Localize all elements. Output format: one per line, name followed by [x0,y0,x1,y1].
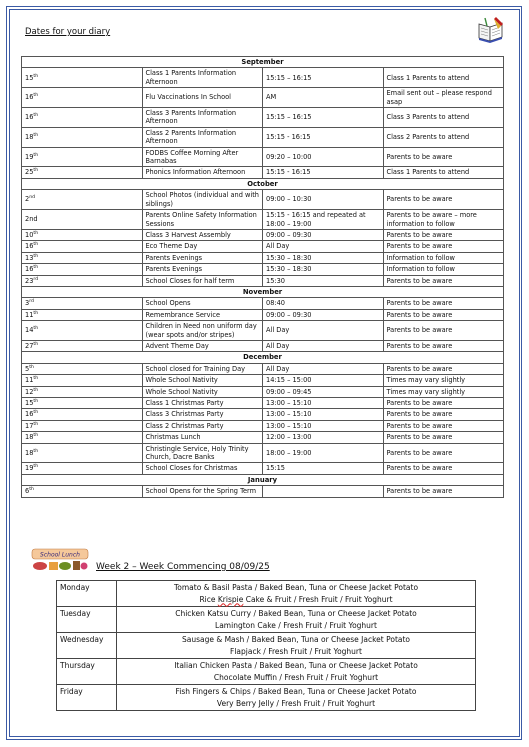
event-name: Christmas Lunch [142,432,263,443]
open-book-icon [476,14,506,44]
event-date-number: 10 [25,230,34,239]
event-date-number: 16 [25,410,34,419]
event-time [263,486,384,497]
event-note: Parents to be aware [383,229,504,240]
table-row [22,241,504,252]
event-date-number: 3 [25,299,30,308]
event-date-number: 16 [25,113,34,122]
event-date-suffix: th [33,242,39,248]
event-date-suffix: th [33,168,39,174]
event-date-suffix: th [33,264,39,270]
event-name: School Opens for the Spring Term [142,486,263,497]
event-date [22,298,143,309]
event-note: Parents to be aware [383,432,504,443]
event-note: Class 3 Parents to attend [383,108,504,128]
table-row [22,147,504,167]
event-date-suffix: th [33,152,39,158]
event-note: Parents to be aware [383,486,504,497]
table-row [22,190,504,210]
event-date [22,68,143,88]
menu-items [117,581,476,607]
event-name: Parents Online Safety Information Sessions [142,210,263,230]
event-date-suffix: th [33,341,39,347]
event-date-number: 19 [25,464,34,473]
event-name: Whole School Nativity [142,375,263,386]
menu-dessert-text: Chocolate Muffin / Fresh Fruit / Fruit Yoghurt [213,672,379,682]
event-date-number: 11 [25,376,34,385]
event-time: 13:00 – 15:10 [263,398,384,409]
menu-day: Monday [57,581,117,607]
table-row [22,486,504,497]
event-date-suffix: th [33,387,39,393]
month-header-row [22,57,504,68]
event-date-number: 13 [25,253,34,262]
event-date [22,409,143,420]
month-header: January [22,474,504,485]
menu-dessert-line [120,620,472,632]
table-row [22,68,504,88]
table-row [22,321,504,341]
event-time: 12:00 – 13:00 [263,432,384,443]
event-time: 15:30 – 18:30 [263,264,384,275]
menu-main-line: Italian Chicken Pasta / Baked Bean, Tuna or Cheese Jacket Potato [174,661,418,670]
event-date-suffix: th [33,326,39,332]
event-date-number: 6 [25,487,30,496]
event-date-suffix: th [33,93,39,99]
menu-dessert-line [120,698,472,710]
menu-items [117,633,476,659]
table-row [22,210,504,230]
event-date-number: 25 [25,168,34,177]
event-time: 15:15 – 16:15 [263,68,384,88]
event-time: 13:00 – 15:10 [263,420,384,431]
spellcheck-flagged-word: Krispie [217,594,244,604]
event-date-suffix: th [33,73,39,79]
lunch-week-title: Week 2 – Week Commencing 08/09/25 [96,562,270,572]
event-time: 08:40 [263,298,384,309]
table-row [22,229,504,240]
diary-table [21,56,504,498]
event-time: 14:15 – 15:00 [263,375,384,386]
table-row [22,432,504,443]
event-date-number: 15 [25,399,34,407]
event-date [22,309,143,320]
event-note: Parents to be aware – more information to follow [383,210,504,230]
event-note: Email sent out – please respond asap [383,88,504,108]
event-name: Parents Evenings [142,252,263,263]
event-date [22,443,143,463]
event-date-number: 16 [25,265,34,274]
table-row [22,264,504,275]
event-date [22,190,143,210]
event-date-number: 27 [25,341,34,350]
event-note: Parents to be aware [383,241,504,252]
event-note: Class 1 Parents to attend [383,68,504,88]
lunch-logo-text: School Lunch [40,551,80,559]
menu-dessert-line [120,672,472,684]
event-name: School closed for Training Day [142,363,263,374]
event-date-number: 18 [25,433,34,442]
event-date [22,420,143,431]
event-date-suffix: th [33,113,39,119]
event-time: 09:00 – 09:45 [263,386,384,397]
event-date-number: 11 [25,310,34,319]
menu-dessert-line [120,594,472,606]
menu-day: Tuesday [57,607,117,633]
event-time: All Day [263,363,384,374]
event-date-suffix: th [33,433,39,439]
event-date [22,432,143,443]
event-date [22,147,143,167]
event-date [22,386,143,397]
event-time: 09:00 – 09:30 [263,229,384,240]
menu-main-line: Chicken Katsu Curry / Baked Bean, Tuna or Cheese Jacket Potato [175,609,417,618]
event-date-number: 16 [25,242,34,251]
event-time: 09:20 – 10:00 [263,147,384,167]
month-header-row [22,352,504,363]
table-row [22,167,504,178]
event-note: Parents to be aware [383,321,504,341]
event-date-suffix: rd [33,276,39,282]
event-name: Whole School Nativity [142,386,263,397]
event-name: Advent Theme Day [142,340,263,351]
event-note: Parents to be aware [383,363,504,374]
event-date-number: 5 [25,364,30,373]
event-name: Parents Evenings [142,264,263,275]
event-date-number: 17 [25,421,34,430]
event-date-number: 19 [25,152,34,161]
month-header-row [22,286,504,297]
event-note: Parents to be aware [383,309,504,320]
event-date [22,398,143,409]
event-date-number: 18 [25,133,34,142]
event-date [22,108,143,128]
table-row [22,463,504,474]
event-note: Parents to be aware [383,409,504,420]
event-time: All Day [263,321,384,341]
page-title: Dates for your diary [25,27,111,37]
event-time: 13:00 – 15:10 [263,409,384,420]
menu-row [57,685,476,711]
event-date-suffix: th [33,376,39,381]
month-header-row [22,474,504,485]
event-time: All Day [263,340,384,351]
menu-row [57,581,476,607]
menu-dessert-text-rest: Cake & Fruit / Fresh Fruit / Fruit Yoghurt [243,594,393,604]
table-row [22,386,504,397]
event-date [22,210,143,230]
event-date-number: 14 [25,326,34,335]
menu-items [117,659,476,685]
month-header: October [22,178,504,189]
event-note: Parents to be aware [383,275,504,286]
event-name: Eco Theme Day [142,241,263,252]
table-row [22,252,504,263]
event-note: Information to follow [383,252,504,263]
event-date-number: 15 [25,73,34,82]
menu-row [57,633,476,659]
table-row [22,127,504,147]
event-date-suffix: th [33,464,39,470]
event-name: Remembrance Service [142,309,263,320]
event-name: Phonics Information Afternoon [142,167,263,178]
event-note: Times may vary slightly [383,386,504,397]
month-header-row [22,178,504,189]
event-name: Class 2 Christmas Party [142,420,263,431]
event-date-suffix: th [33,448,39,454]
table-row [22,298,504,309]
event-note: Parents to be aware [383,340,504,351]
event-note: Parents to be aware [383,398,504,409]
event-name: Class 2 Parents Information Afternoon [142,127,263,147]
menu-dessert-text: Lamington Cake / Fresh Fruit / Fruit Yoghurt [215,620,377,630]
event-date-number: 16 [25,93,34,102]
event-name: School Opens [142,298,263,309]
table-row [22,309,504,320]
event-note: Parents to be aware [383,190,504,210]
event-date-suffix: th [33,132,39,138]
event-date-suffix: th [33,398,39,404]
month-header: December [22,352,504,363]
event-date [22,241,143,252]
event-name: School Closes for half term [142,275,263,286]
menu-day: Wednesday [57,633,117,659]
month-header: November [22,286,504,297]
event-date-number: 12 [25,387,34,396]
event-date-suffix: th [29,364,34,370]
event-date-number: 2 [25,195,30,204]
event-note: Times may vary slightly [383,375,504,386]
event-note: Information to follow [383,264,504,275]
menu-dessert-line [120,646,472,658]
event-time: 15:15 [263,463,384,474]
event-time: 15:30 – 18:30 [263,252,384,263]
event-name: Christingle Service, Holy Trinity Church, Dacre Banks [142,443,263,463]
event-date-number: 18 [25,448,34,457]
event-date [22,167,143,178]
event-note: Parents to be aware [383,147,504,167]
lunch-menu-table [56,580,476,711]
menu-dessert-text: Very Berry Jelly / Fresh Fruit / Fruit Yoghurt [216,698,376,708]
menu-items [117,607,476,633]
event-date [22,363,143,374]
event-note: Class 1 Parents to attend [383,167,504,178]
event-date [22,88,143,108]
event-date [22,486,143,497]
table-row [22,363,504,374]
event-time: 15:15 - 16:15 [263,127,384,147]
menu-row [57,607,476,633]
event-note: Parents to be aware [383,463,504,474]
table-row [22,398,504,409]
menu-main-line: Fish Fingers & Chips / Baked Bean, Tuna or Cheese Jacket Potato [175,687,417,696]
event-time: AM [263,88,384,108]
table-row [22,420,504,431]
event-time: All Day [263,241,384,252]
event-date-suffix: th [33,421,39,427]
table-row [22,340,504,351]
event-name: Class 3 Christmas Party [142,409,263,420]
menu-main-line: Sausage & Mash / Baked Bean, Tuna or Cheese Jacket Potato [181,635,411,644]
menu-dessert-text: Rice [199,594,218,604]
event-date [22,252,143,263]
table-row [22,88,504,108]
event-time: 09:00 – 09:30 [263,309,384,320]
event-date-suffix: th [33,253,39,259]
event-name: Class 3 Parents Information Afternoon [142,108,263,128]
table-row [22,409,504,420]
event-name: School Photos (individual and with siblings) [142,190,263,210]
event-name: Class 1 Parents Information Afternoon [142,68,263,88]
event-date [22,127,143,147]
event-date-number: 23 [25,276,34,285]
event-date-suffix: th [33,310,39,316]
event-date-suffix: nd [29,195,36,201]
event-date [22,340,143,351]
event-note: Parents to be aware [383,443,504,463]
event-date [22,229,143,240]
event-time: 15:30 [263,275,384,286]
event-time: 15:15 - 16:15 [263,167,384,178]
event-time: 15:15 - 16:15 and repeated at 18:00 – 19:00 [263,210,384,230]
event-name: Children in Need non uniform day (wear spots and/or stripes) [142,321,263,341]
table-row [22,443,504,463]
event-date-suffix: th [29,487,34,493]
event-name: Class 3 Harvest Assembly [142,229,263,240]
event-date-number: 2nd [25,215,38,224]
menu-main-line: Tomato & Basil Pasta / Baked Bean, Tuna or Cheese Jacket Potato [173,583,419,592]
event-date-suffix: th [33,410,39,416]
table-row [22,375,504,386]
event-name: Flu Vaccinations In School [142,88,263,108]
table-row [22,275,504,286]
event-note: Class 2 Parents to attend [383,127,504,147]
menu-items [117,685,476,711]
menu-day: Thursday [57,659,117,685]
event-time: 15:15 – 16:15 [263,108,384,128]
menu-dessert-text: Flapjack / Fresh Fruit / Fruit Yoghurt [230,646,362,656]
menu-row [57,659,476,685]
event-date [22,321,143,341]
event-time: 09:00 – 10:30 [263,190,384,210]
event-date-suffix: rd [29,299,34,305]
event-name: School Closes for Christmas [142,463,263,474]
event-date-suffix: th [33,230,39,236]
event-note: Parents to be aware [383,420,504,431]
month-header: September [22,57,504,68]
event-name: Class 1 Christmas Party [142,398,263,409]
menu-day: Friday [57,685,117,711]
event-date [22,463,143,474]
school-lunch-logo-icon [31,548,89,572]
event-date [22,264,143,275]
event-time: 18:00 – 19:00 [263,443,384,463]
event-name: FODBS Coffee Morning After Barnabas [142,147,263,167]
table-row [22,108,504,128]
event-date [22,275,143,286]
event-date [22,375,143,386]
event-note: Parents to be aware [383,298,504,309]
